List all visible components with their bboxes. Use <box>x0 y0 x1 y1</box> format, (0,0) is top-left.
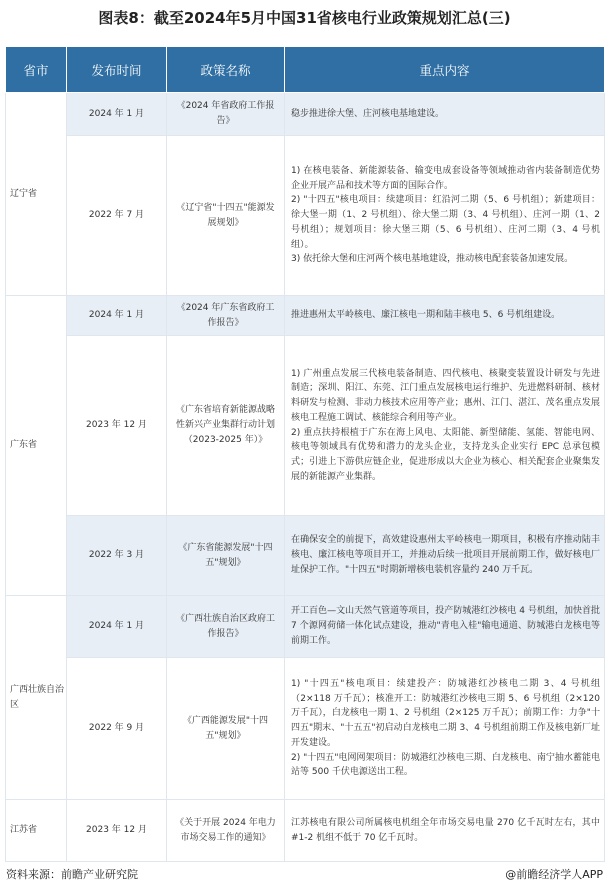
content-paragraph: 2) "十四五"电网网架项目：防城港红沙核电三期、白龙核电、南宁抽水蓄能电站等 500 千伏电源送出工程。 <box>291 752 600 778</box>
content-paragraph: 1) 在核电装备、新能源装备、输变电成套设备等领域推动省内装备制造优势企业开展产品和技术等方面的国际合作。 <box>291 166 600 191</box>
policy-table <box>5 46 605 862</box>
date-cell: 2024 年 1 月 <box>67 296 167 336</box>
date-cell: 2022 年 3 月 <box>67 516 167 596</box>
table-row <box>6 596 605 658</box>
content-cell <box>285 296 605 336</box>
header-province: 省市 <box>6 47 67 93</box>
header-policy-name: 政策名称 <box>167 47 285 93</box>
content-cell <box>285 136 605 296</box>
table-row <box>6 136 605 296</box>
content-paragraph: 开工百色—文山天然气管道等项目，投产防城港红沙核电 4 号机组，加快首批 7 个源网荷储一体化试点建设，推动"青电入桂"输电通道、防城港白龙核电等前期工作。 <box>291 606 600 646</box>
content-paragraph: 在确保安全的前提下，高效建设惠州太平岭核电一期项目，积极有序推动陆丰核电、廉江核电等项目开工，并推动后续一批项目开展前期工作，做好核电厂址保护工作。"十四五"时期新增核电装机容量约 240 万千瓦。 <box>291 535 600 575</box>
table-row <box>6 516 605 596</box>
province-cell: 辽宁省 <box>6 93 67 296</box>
date-cell: 2023 年 12 月 <box>67 336 167 516</box>
province-cell: 广东省 <box>6 296 67 596</box>
policy-name-cell: 《广东省能源发展"十四五"规划》 <box>167 516 285 596</box>
content-paragraph: 3) 依托徐大堡和庄河两个核电基地建设，推动核电配套装备加速发展。 <box>291 254 574 265</box>
content-paragraph: 推进惠州太平岭核电、廉江核电一期和陆丰核电 5、6 号机组建设。 <box>291 310 561 321</box>
header-date: 发布时间 <box>67 47 167 93</box>
table-row <box>6 296 605 336</box>
content-cell <box>285 93 605 136</box>
content-paragraph: 2) 重点扶持根植于广东在海上风电、太阳能、新型储能、氢能、智能电网、核电等领域具有优势和潜力的龙头企业，支持龙头企业实行 EPC 总承包模式；引进上下游供应链企业，促进形成以大企业为核心、相关配套企业聚集发展的新能源产业集群。 <box>291 427 600 482</box>
source-note: 资料来源：前瞻产业研究院 <box>6 868 138 881</box>
policy-name-cell: 《广东省培育新能源战略性新兴产业集群行动计划（2023-2025 年）》 <box>167 336 285 516</box>
content-paragraph: 1) 广州重点发展三代核电装备制造、四代核电、核聚变装置设计研发与先进制造；深圳、阳江、东莞、江门重点发展核电运行维护、先进燃料研制、核材料研发与检测、非动力核技术应用等产业；惠州、江门、湛江、茂名重点发展核电工程施工调试、核能综合利用等产业。 <box>291 368 600 423</box>
date-cell: 2022 年 7 月 <box>67 136 167 296</box>
table-row <box>6 658 605 800</box>
content-cell <box>285 658 605 800</box>
content-cell <box>285 800 605 862</box>
policy-name-cell: 《关于开展 2024 年电力市场交易工作的通知》 <box>167 800 285 862</box>
table-row <box>6 93 605 136</box>
page-title: 图表8：截至2024年5月中国31省核电行业政策规划汇总(三) <box>98 9 511 27</box>
policy-name-cell: 《广西壮族自治区政府工作报告》 <box>167 596 285 658</box>
date-cell: 2023 年 12 月 <box>67 800 167 862</box>
policy-name-cell: 《2024 年省政府工作报告》 <box>167 93 285 136</box>
policy-name-cell: 《2024 年广东省政府工作报告》 <box>167 296 285 336</box>
content-paragraph: 1) "十四五"核电项目：续建投产：防城港红沙核电二期 3、4 号机组（2×118 万千瓦）；核准开工：防城港红沙核电三期 5、6 号机组（2×120 万千瓦），白龙核电一期 1、2 号机组（2×125 万千瓦）；前期工作：力争"十四五"期末、"十五五"初启动白龙核电二期 3、4 号机组前期工作及核电新厂址开发建设。 <box>291 679 600 748</box>
date-cell: 2022 年 9 月 <box>67 658 167 800</box>
credit-note: @前瞻经济学人APP <box>505 868 603 881</box>
province-cell: 广西壮族自治区 <box>6 596 67 800</box>
table-row <box>6 336 605 516</box>
date-cell: 2024 年 1 月 <box>67 93 167 136</box>
content-cell <box>285 516 605 596</box>
content-paragraph: 稳步推进徐大堡、庄河核电基地建设。 <box>291 108 445 119</box>
policy-name-cell: 《广西能源发展"十四五"规划》 <box>167 658 285 800</box>
province-cell: 江苏省 <box>6 800 67 862</box>
content-cell <box>285 596 605 658</box>
table-header-row <box>6 47 605 93</box>
content-paragraph: 江苏核电有限公司所属核电机组全年市场交易电量 270 亿千瓦时左右，其中#1-2 机组不低于 70 亿千瓦时。 <box>291 817 600 843</box>
content-cell <box>285 336 605 516</box>
content-paragraph: 2) "十四五"核电项目：续建项目：红沿河二期（5、6 号机组）；新建项目：徐大堡一期（1、2 号机组）、徐大堡二期（3、4 号机组）、庄河一期（1、2 号机组）；规划项目：徐大堡三期（5、6 号机组）、庄河二期（3、4 号机组）。 <box>291 195 600 250</box>
header-key-content: 重点内容 <box>285 47 605 93</box>
table-row <box>6 800 605 862</box>
policy-name-cell: 《辽宁省"十四五"能源发展规划》 <box>167 136 285 296</box>
date-cell: 2024 年 1 月 <box>67 596 167 658</box>
